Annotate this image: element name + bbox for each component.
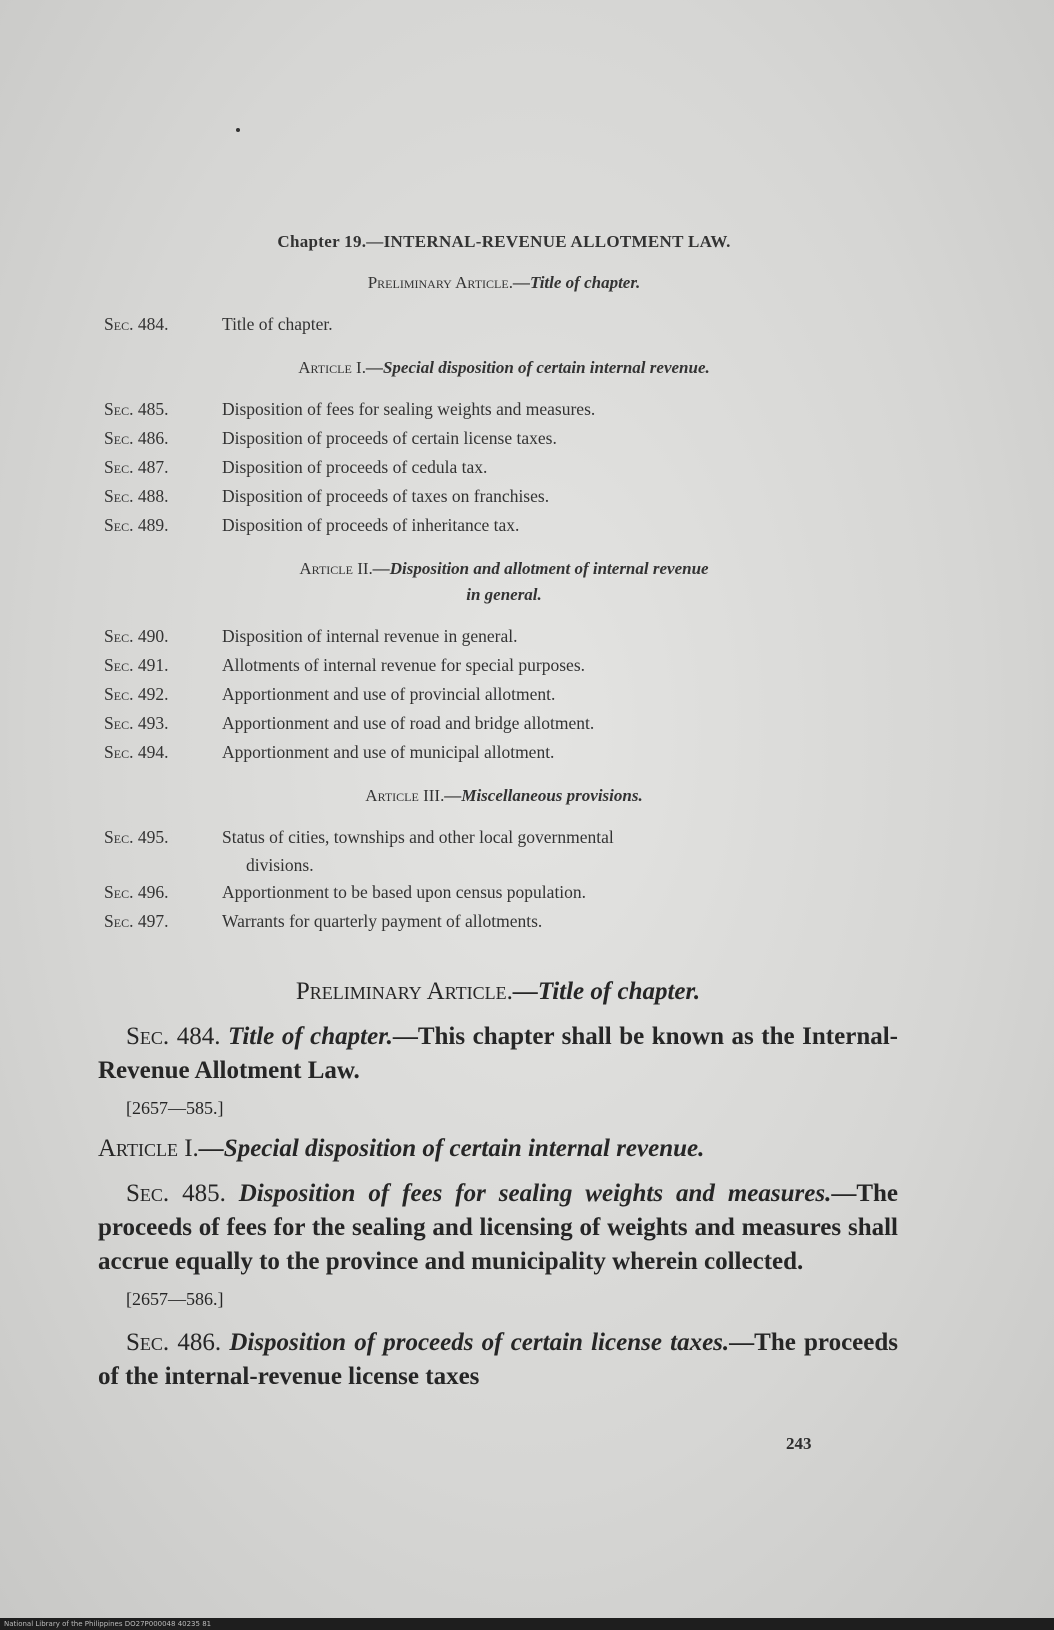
toc-section-title: Allotments of internal revenue for special purposes. [222,655,586,675]
body-preliminary-article: Preliminary Article. [295,978,513,1005]
toc-section-number: Sec. 495. [104,827,169,847]
toc-article3-list [104,823,904,936]
section-title: Title of chapter. [228,1023,393,1050]
toc-section-title: Apportionment and use of road and bridge allotment. [222,713,595,733]
toc-section-number: Sec. 484. [104,314,169,334]
toc-section-title: Status of cities, townships and other local governmental [222,827,614,847]
section-486-paragraph [98,1326,898,1394]
toc-preliminary-heading [104,270,904,296]
toc-entry [104,622,904,651]
toc-section-title: Warrants for quarterly payment of allotments. [222,911,543,931]
toc-entry [104,651,904,680]
toc-section-title: Disposition of fees for sealing weights and measures. [222,399,596,419]
toc-entry [104,482,904,511]
toc-section-title: Apportionment and use of municipal allotment. [222,742,555,762]
toc-preliminary-list [104,310,904,339]
body-preliminary-subtitle: —Title of chapter. [512,978,701,1005]
toc-entry [104,511,904,540]
toc-article2-subtitle-line2: in general. [466,585,542,604]
section-485-paragraph [98,1177,898,1279]
toc-section-number: Sec. 489. [104,515,169,535]
toc-article1-list [104,395,904,540]
toc-section-number: Sec. 487. [104,457,169,477]
toc-section-number: Sec. 486. [104,428,169,448]
section-text: —This chapter shall be known as the Internal-Revenue Allotment Law. [98,1023,898,1084]
toc-article3-heading [104,783,904,809]
toc-section-title: Disposition of internal revenue in general. [222,626,518,646]
toc-entry [104,424,904,453]
toc-entry [104,709,904,738]
toc-article1-heading [104,355,904,381]
toc-entry [104,680,904,709]
toc-entry [104,453,904,482]
section-citation: [2657—586.] [126,1289,224,1309]
toc-section-number: Sec. 488. [104,486,169,506]
page-number: 243 [786,1434,812,1453]
toc-article1-label: Article I. [298,358,366,377]
toc-article2-heading [104,556,904,608]
section-484-paragraph [98,1020,898,1088]
toc-article3-subtitle: —Miscellaneous provisions. [444,786,643,805]
toc-section-title: Disposition of proceeds of cedula tax. [222,457,488,477]
section-number: Sec. 485. [126,1180,226,1207]
section-title: Disposition of proceeds of certain license taxes. [229,1329,730,1356]
section-number: Sec. 484. [126,1023,221,1050]
toc-section-number: Sec. 485. [104,399,169,419]
section-title: Disposition of fees for sealing weights and measures. [238,1180,832,1207]
chapter-body [98,978,898,1404]
toc-preliminary-subtitle: —Title of chapter. [512,273,641,292]
toc-section-number: Sec. 496. [104,882,169,902]
toc-section-number: Sec. 491. [104,655,169,675]
toc-section-title: Apportionment and use of provincial allotment. [222,684,556,704]
toc-entry [104,907,904,936]
toc-article2-subtitle-line1: —Disposition and allotment of internal revenue [372,559,709,578]
body-article1-label: Article I. [98,1135,199,1162]
toc-article2-label: Article II. [299,559,373,578]
toc-section-title: Apportionment to be based upon census population. [222,882,587,902]
toc-entry [104,878,904,907]
section-citation: [2657—585.] [126,1098,224,1118]
toc-section-title: Disposition of proceeds of taxes on franchises. [222,486,550,506]
toc-entry [104,395,904,424]
toc-entry [104,310,904,339]
toc-section-title: Disposition of proceeds of certain license taxes. [222,428,557,448]
section-text: —The proceeds of the internal-revenue license taxes [98,1329,898,1390]
toc-section-number: Sec. 497. [104,911,169,931]
chapter-table-of-contents [104,232,904,952]
toc-section-number: Sec. 494. [104,742,169,762]
section-number: Sec. 486. [126,1329,222,1356]
toc-entry [104,823,904,878]
toc-section-number: Sec. 490. [104,626,169,646]
toc-article2-list [104,622,904,767]
toc-section-title: Title of chapter. [222,314,333,334]
toc-section-title: Disposition of proceeds of inheritance tax. [222,515,520,535]
toc-section-number: Sec. 493. [104,713,169,733]
chapter-title: Chapter 19.—INTERNAL-REVENUE ALLOTMENT LAW. [277,232,731,251]
toc-section-number: Sec. 492. [104,684,169,704]
toc-article1-subtitle: —Special disposition of certain internal revenue. [365,358,710,377]
body-article1-heading [98,1135,898,1163]
toc-article3-label: Article III. [365,786,445,805]
toc-section-title-continuation: divisions. [246,855,314,875]
section-text: —The proceeds of fees for the sealing and licensing of weights and measures shall accrue equally to the province and municipality wherein collected. [98,1180,899,1275]
body-article1-subtitle: —Special disposition of certain internal revenue. [198,1135,705,1162]
toc-preliminary-article: Preliminary Article. [367,273,513,292]
body-preliminary-heading [98,978,898,1006]
toc-section-title-wrapped [222,823,904,878]
scan-speck [236,128,240,132]
scan-footer: National Library of the Philippines DO27P000048 40235 81 [0,1618,1054,1630]
toc-entry [104,738,904,767]
